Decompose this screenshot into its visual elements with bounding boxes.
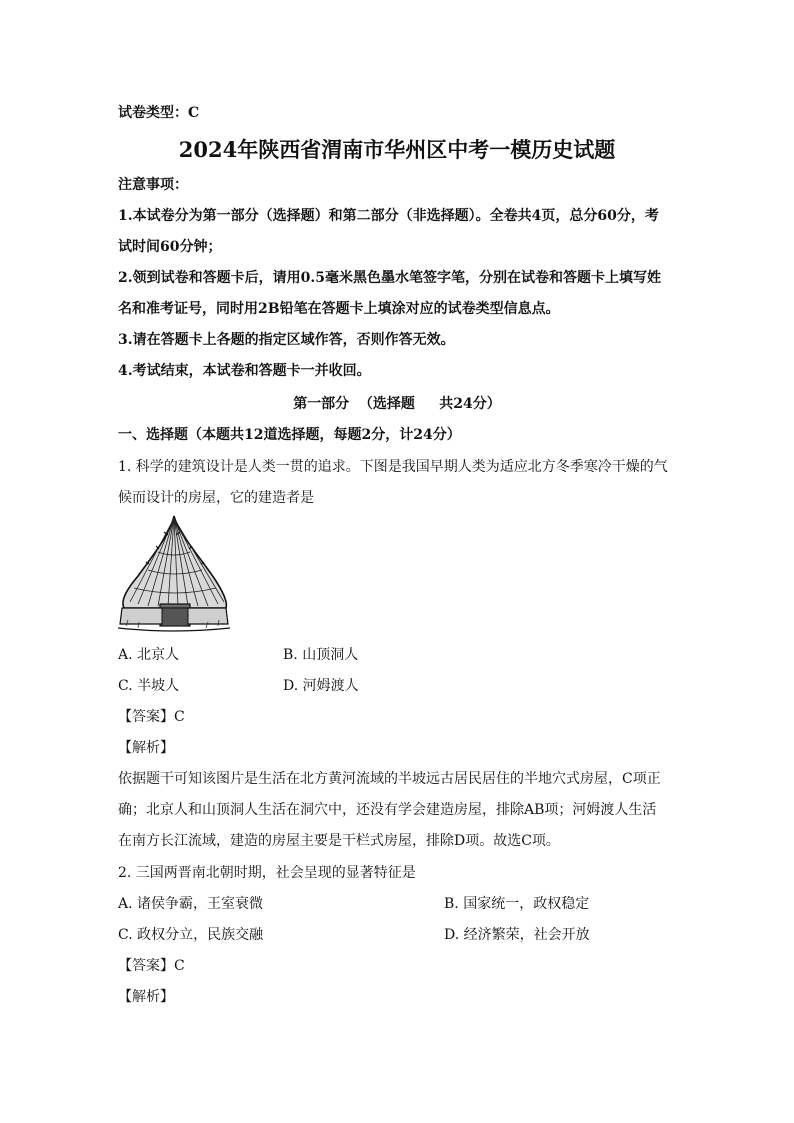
option-d: D. 河姆渡人 (283, 678, 359, 694)
notice-line: 试时间60分钟； (118, 239, 222, 255)
option-b: B. 国家统一，政权稳定 (444, 896, 590, 912)
option-a: A. 北京人 (118, 647, 180, 663)
section-heading: 一、选择题（本题共12道选择题，每题2分，计24分） (118, 427, 461, 443)
option-c: C. 半坡人 (118, 678, 180, 694)
notice-line: 2.领到试卷和答题卡后，请用0.5毫米黑色墨水笔签字笔，分别在试卷和答题卡上填写姓 (118, 270, 661, 286)
option-d: D. 经济繁荣，社会开放 (444, 927, 590, 943)
question-2-stem: 2. 三国两晋南北朝时期，社会呈现的显著特征是 (118, 865, 416, 881)
analysis-text: 在南方长江流域，建造的房屋主要是干栏式房屋，排除D项。故选C项。 (118, 833, 560, 849)
notice-line: 3.请在答题卡上各题的指定区域作答，否则作答无效。 (118, 332, 455, 348)
notice-line: 4.考试结束，本试卷和答题卡一并收回。 (118, 363, 371, 379)
analysis-text: 依据题干可知该图片是生活在北方黄河流域的半坡远古居民居住的半地穴式房屋，C项正 (118, 771, 661, 787)
answer-label: 【答案】C (118, 958, 185, 974)
page-title: 2024年陕西省渭南市华州区中考一模历史试题 (178, 137, 616, 162)
option-c: C. 政权分立，民族交融 (118, 927, 264, 943)
question-1-stem: 1. 科学的建筑设计是人类一贯的追求。下图是我国早期人类为适应北方冬季寒冷干燥的气 (118, 459, 668, 475)
hut-illustration (118, 512, 230, 636)
notice-line: 名和准考证号，同时用2B铅笔在答题卡上填涂对应的试卷类型信息点。 (118, 301, 560, 317)
answer-label: 【答案】C (118, 709, 185, 725)
analysis-label: 【解析】 (118, 989, 174, 1005)
analysis-text: 确；北京人和山顶洞人生活在洞穴中，还没有学会建造房屋，排除AB项；河姆渡人生活 (118, 802, 657, 818)
option-a: A. 诸侯争霸，王室衰微 (118, 896, 264, 912)
analysis-label: 【解析】 (118, 740, 174, 756)
option-b: B. 山顶洞人 (283, 647, 359, 663)
notice-heading: 注意事项： (118, 177, 188, 193)
paper-type: 试卷类型：C (118, 105, 200, 121)
part-heading: 第一部分 （选择题 共24分） (293, 396, 501, 412)
notice-line: 1.本试卷分为第一部分（选择题）和第二部分（非选择题）。全卷共4页，总分60分，考 (118, 208, 659, 224)
question-1-stem: 候而设计的房屋，它的建造者是 (118, 490, 314, 506)
